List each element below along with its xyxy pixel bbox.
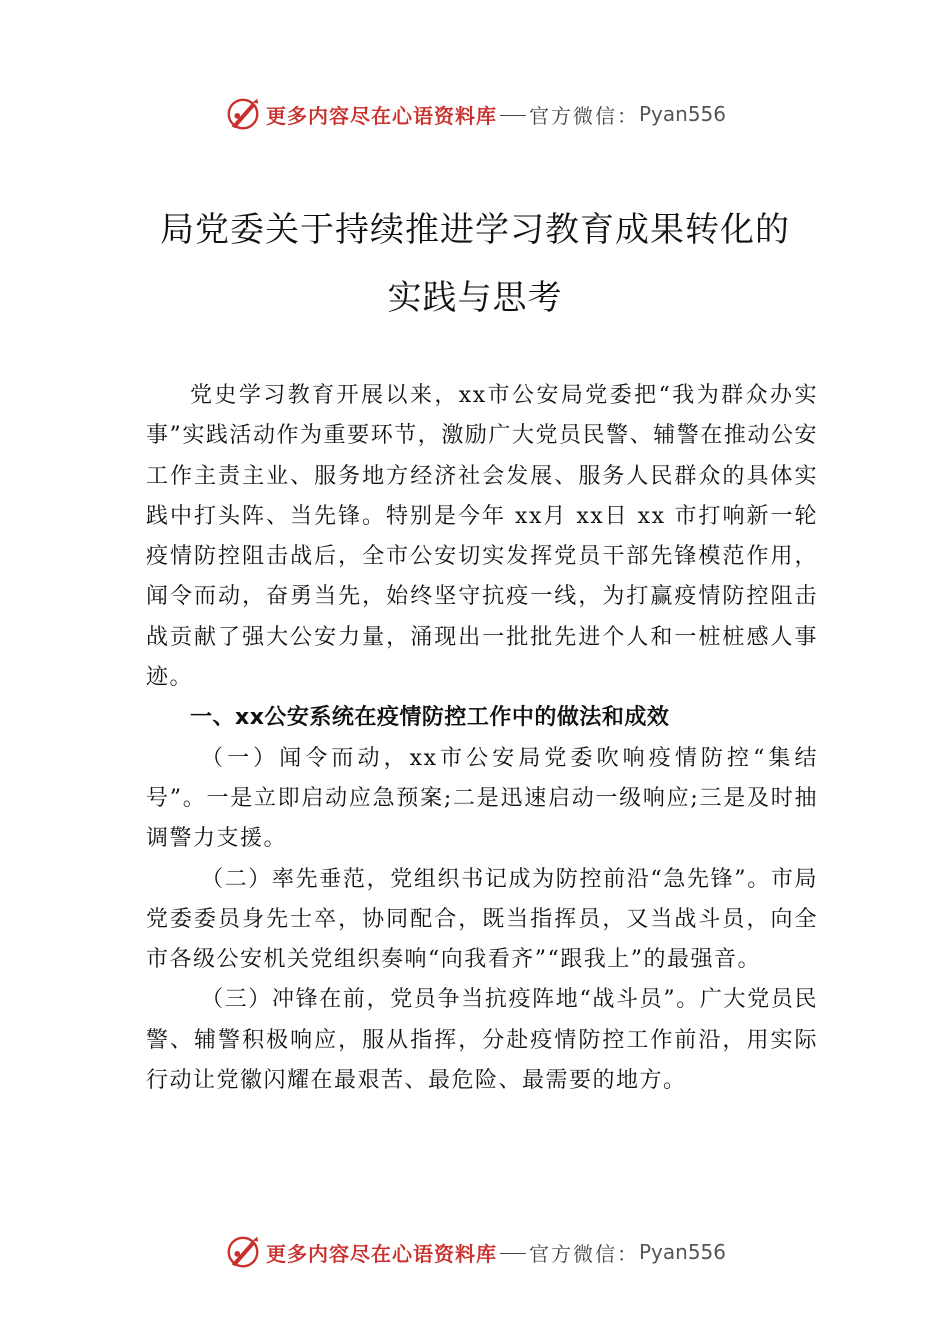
item-paragraph-3: （三）冲锋在前，党员争当抗疫阵地“战斗员”。广大党员民警、辅警积极响应，服从指挥，分赴疫情防控工作前沿，用实际行动让党徽闪耀在最艰苦、最危险、最需要的地方。 bbox=[146, 987, 818, 1094]
banner-dash bbox=[500, 115, 526, 116]
banner-wechat-id: Pyan556 bbox=[638, 1240, 726, 1264]
document-title-line-1: 局党委关于持续推进学习教育成果转化的 bbox=[160, 210, 790, 250]
footer-banner bbox=[0, 1232, 950, 1272]
section-heading-1: 一、xx公安系统在疫情防控工作中的做法和成效 bbox=[190, 705, 670, 731]
banner-brand-text: 更多内容尽在心语资料库 bbox=[265, 1241, 497, 1266]
quill-logo-icon bbox=[224, 1233, 262, 1271]
banner-official-label: 官方微信： bbox=[528, 1241, 639, 1266]
quill-logo-icon bbox=[224, 95, 262, 133]
document-title-line-2: 实践与思考 bbox=[387, 278, 563, 318]
banner-dash bbox=[500, 1253, 526, 1254]
item-paragraph-1: （一）闻令而动，xx市公安局党委吹响疫情防控“集结号”。一是立即启动应急预案;二是迅速启动一级响应;三是及时抽调警力支援。 bbox=[146, 745, 818, 852]
banner-brand-text: 更多内容尽在心语资料库 bbox=[265, 103, 497, 128]
banner-official-label: 官方微信： bbox=[528, 103, 639, 128]
document-body bbox=[146, 376, 818, 1101]
item-paragraph-2: （二）率先垂范，党组织书记成为防控前沿“急先锋”。市局党委委员身先士卒，协同配合，既当指挥员，又当战斗员，向全市各级公安机关党组织奏响“向我看齐”“跟我上”的最强音。 bbox=[146, 866, 818, 973]
header-banner bbox=[0, 94, 950, 134]
banner-wechat-id: Pyan556 bbox=[638, 102, 726, 126]
intro-paragraph: 党史学习教育开展以来，xx市公安局党委把“我为群众办实事”实践活动作为重要环节，激励广大党员民警、辅警在推动公安工作主责主业、服务地方经济社会发展、服务人民群众的具体实践中打头阵、当先锋。特别是今年 xx月 xx日 xx 市打响新一轮疫情防控阻击战后，全市公安切实发挥党员干部先锋模范作用，闻令而动，奋勇当先，始终坚守抗疫一线，为打赢疫情防控阻击战贡献了强大公安力量，涌现出一批批先进个人和一桩桩感人事迹。 bbox=[146, 383, 818, 691]
